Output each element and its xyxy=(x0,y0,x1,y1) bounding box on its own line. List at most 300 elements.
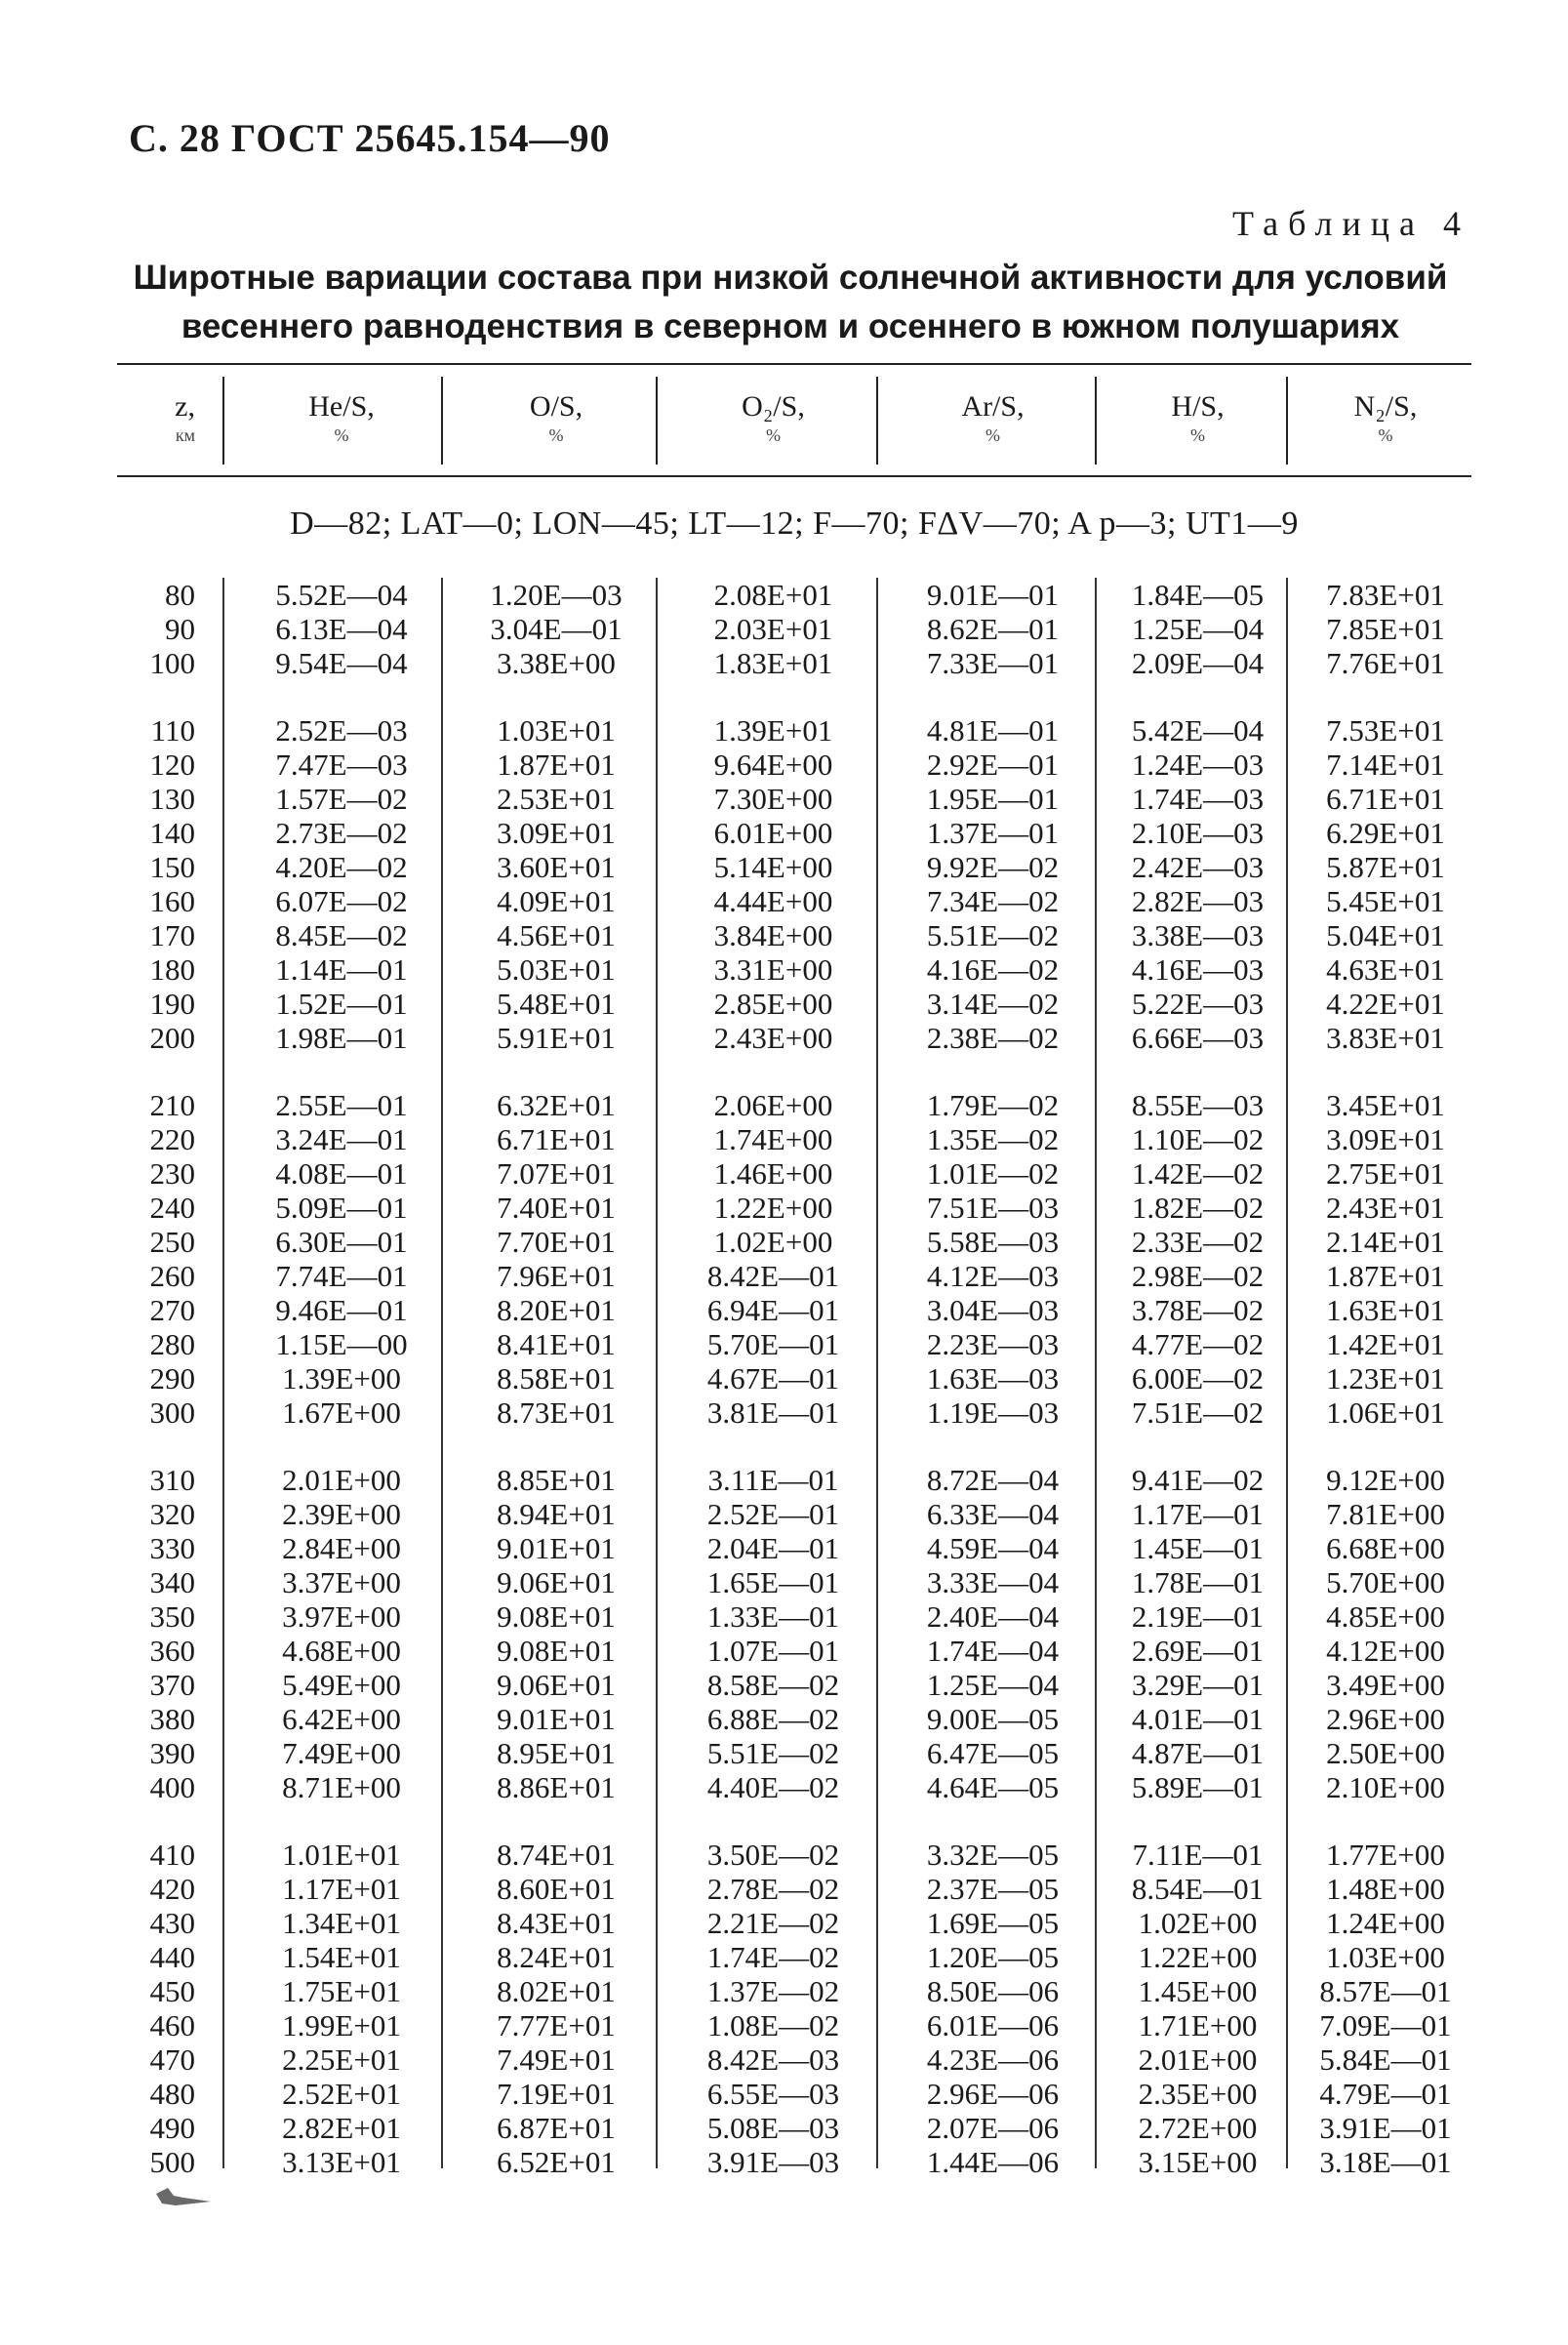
value-cell: 1.42E—02 xyxy=(1131,1156,1265,1191)
value-cell: 1.37E—02 xyxy=(706,1974,840,2008)
value-cell: 3.83E+01 xyxy=(1326,1021,1445,1055)
value-cell: 5.08E—03 xyxy=(706,2111,840,2145)
value-cell: 3.13E+01 xyxy=(282,2145,401,2179)
altitude-cell: 300 xyxy=(149,1395,195,1430)
table-row xyxy=(117,884,1471,918)
value-cell: 8.42E—03 xyxy=(706,2042,840,2077)
table-body xyxy=(117,578,1471,2179)
altitude-cell: 290 xyxy=(149,1361,195,1395)
value-cell: 5.14E+00 xyxy=(713,850,833,884)
value-cell: 4.68E+00 xyxy=(282,1634,401,1668)
row-group xyxy=(117,1838,1471,2179)
value-cell: 1.77E+00 xyxy=(1326,1838,1445,1872)
value-cell: 7.74E—01 xyxy=(275,1259,408,1293)
value-cell: 3.37E+00 xyxy=(282,1565,401,1599)
page-header: С. 28 ГОСТ 25645.154—90 xyxy=(129,116,611,160)
value-cell: 4.16E—02 xyxy=(926,952,1060,987)
value-cell: 4.01E—01 xyxy=(1131,1702,1265,1736)
header-label: O/S, xyxy=(529,390,583,423)
table-row xyxy=(117,2145,1471,2179)
value-cell: 8.74E+01 xyxy=(497,1838,616,1872)
value-cell: 1.65E—01 xyxy=(706,1565,840,1599)
table-row xyxy=(117,1838,1471,1872)
value-cell: 4.64E—05 xyxy=(926,1770,1060,1804)
value-cell: 2.04E—01 xyxy=(706,1531,840,1565)
value-cell: 2.72E+00 xyxy=(1138,2111,1258,2145)
table-caption-line-2: весеннего равноденствия в северном и осеннего в южном полушариях xyxy=(181,307,1400,345)
value-cell: 4.08E—01 xyxy=(275,1156,408,1191)
value-cell: 7.96E+01 xyxy=(497,1259,616,1293)
header-unit: % xyxy=(1378,425,1393,445)
value-cell: 2.73E—02 xyxy=(275,816,408,850)
value-cell: 4.77E—02 xyxy=(1131,1327,1265,1361)
value-cell: 9.08E+01 xyxy=(497,1634,616,1668)
header-unit: % xyxy=(766,425,781,445)
value-cell: 1.44E—06 xyxy=(926,2145,1060,2179)
value-cell: 6.71E+01 xyxy=(1326,782,1445,816)
value-cell: 2.52E—03 xyxy=(275,713,408,748)
table-row xyxy=(117,1599,1471,1634)
value-cell: 1.39E+00 xyxy=(282,1361,401,1395)
value-cell: 1.24E—03 xyxy=(1131,748,1265,782)
table-row xyxy=(117,2077,1471,2111)
value-cell: 3.09E+01 xyxy=(1326,1122,1445,1156)
table-row xyxy=(117,2008,1471,2042)
value-cell: 3.45E+01 xyxy=(1326,1088,1445,1122)
value-cell: 2.98E—02 xyxy=(1131,1259,1265,1293)
value-cell: 5.52E—04 xyxy=(275,578,408,612)
value-cell: 5.87E+01 xyxy=(1326,850,1445,884)
value-cell: 7.51E—02 xyxy=(1131,1395,1265,1430)
value-cell: 1.19E—03 xyxy=(926,1395,1060,1430)
value-cell: 2.78E—02 xyxy=(706,1872,840,1906)
altitude-cell: 360 xyxy=(149,1634,195,1668)
value-cell: 7.77E+01 xyxy=(497,2008,616,2042)
altitude-cell: 410 xyxy=(149,1838,195,1872)
value-cell: 2.08E+01 xyxy=(713,578,833,612)
value-cell: 2.85E+00 xyxy=(713,987,833,1021)
value-cell: 8.50E—06 xyxy=(926,1974,1060,2008)
value-cell: 7.49E+00 xyxy=(282,1736,401,1770)
value-cell: 6.13E—04 xyxy=(275,612,408,646)
value-cell: 9.46E—01 xyxy=(275,1293,408,1327)
value-cell: 8.54E—01 xyxy=(1131,1872,1265,1906)
value-cell: 6.01E+00 xyxy=(713,816,833,850)
value-cell: 4.40E—02 xyxy=(706,1770,840,1804)
altitude-cell: 400 xyxy=(149,1770,195,1804)
value-cell: 1.74E—02 xyxy=(706,1940,840,1974)
value-cell: 1.20E—05 xyxy=(926,1940,1060,1974)
altitude-cell: 480 xyxy=(149,2077,195,2111)
value-cell: 8.45E—02 xyxy=(275,918,408,952)
altitude-cell: 220 xyxy=(149,1122,195,1156)
table-row xyxy=(117,612,1471,646)
value-cell: 5.70E—01 xyxy=(706,1327,840,1361)
value-cell: 8.95E+01 xyxy=(497,1736,616,1770)
value-cell: 5.22E—03 xyxy=(1131,987,1265,1021)
header-divider xyxy=(656,377,658,465)
value-cell: 7.07E+01 xyxy=(497,1156,616,1191)
value-cell: 1.48E+00 xyxy=(1326,1872,1445,1906)
value-cell: 1.74E—04 xyxy=(926,1634,1060,1668)
value-cell: 1.34E+01 xyxy=(282,1906,401,1940)
table-row xyxy=(117,918,1471,952)
value-cell: 1.71E+00 xyxy=(1138,2008,1258,2042)
value-cell: 1.63E—03 xyxy=(926,1361,1060,1395)
table-row xyxy=(117,1634,1471,1668)
table-row xyxy=(117,1191,1471,1225)
altitude-cell: 230 xyxy=(149,1156,195,1191)
value-cell: 7.85E+01 xyxy=(1326,612,1445,646)
table-row xyxy=(117,1531,1471,1565)
value-cell: 1.57E—02 xyxy=(275,782,408,816)
value-cell: 7.53E+01 xyxy=(1326,713,1445,748)
value-cell: 3.81E—01 xyxy=(706,1395,840,1430)
value-cell: 6.01E—06 xyxy=(926,2008,1060,2042)
value-cell: 7.47E—03 xyxy=(275,748,408,782)
header-label: O₂/S, xyxy=(742,390,805,423)
value-cell: 1.14E—01 xyxy=(275,952,408,987)
value-cell: 6.33E—04 xyxy=(926,1497,1060,1531)
group-spacer xyxy=(117,1055,1471,1088)
table-row xyxy=(117,1259,1471,1293)
altitude-cell: 390 xyxy=(149,1736,195,1770)
altitude-cell: 170 xyxy=(149,918,195,952)
altitude-cell: 110 xyxy=(150,713,195,748)
value-cell: 1.46E+00 xyxy=(713,1156,833,1191)
table-row xyxy=(117,1565,1471,1599)
table-row xyxy=(117,1156,1471,1191)
value-cell: 2.10E+00 xyxy=(1326,1770,1445,1804)
value-cell: 3.04E—01 xyxy=(490,612,623,646)
value-cell: 6.07E—02 xyxy=(275,884,408,918)
header-cell-z xyxy=(117,365,195,475)
value-cell: 2.92E—01 xyxy=(926,748,1060,782)
altitude-cell: 330 xyxy=(149,1531,195,1565)
header-cell-o xyxy=(449,365,663,475)
value-cell: 1.63E+01 xyxy=(1326,1293,1445,1327)
table-row xyxy=(117,713,1471,748)
value-cell: 1.25E—04 xyxy=(1131,612,1265,646)
value-cell: 2.01E+00 xyxy=(282,1463,401,1497)
header-unit: % xyxy=(548,425,564,445)
value-cell: 4.85E+00 xyxy=(1326,1599,1445,1634)
altitude-cell: 310 xyxy=(149,1463,195,1497)
header-unit: км xyxy=(175,425,195,445)
value-cell: 9.06E+01 xyxy=(497,1668,616,1702)
value-cell: 1.20E—03 xyxy=(490,578,623,612)
value-cell: 3.29E—01 xyxy=(1131,1668,1265,1702)
value-cell: 5.70E+00 xyxy=(1326,1565,1445,1599)
value-cell: 7.83E+01 xyxy=(1326,578,1445,612)
value-cell: 8.43E+01 xyxy=(497,1906,616,1940)
row-group xyxy=(117,1088,1471,1430)
value-cell: 8.72E—04 xyxy=(926,1463,1060,1497)
value-cell: 3.49E+00 xyxy=(1326,1668,1445,1702)
table-row xyxy=(117,1327,1471,1361)
value-cell: 1.98E—01 xyxy=(275,1021,408,1055)
value-cell: 8.60E+01 xyxy=(497,1872,616,1906)
value-cell: 8.58E—02 xyxy=(706,1668,840,1702)
altitude-cell: 210 xyxy=(149,1088,195,1122)
altitude-cell: 90 xyxy=(165,612,195,646)
value-cell: 1.74E—03 xyxy=(1131,782,1265,816)
header-label: H/S, xyxy=(1171,390,1225,423)
value-cell: 6.55E—03 xyxy=(706,2077,840,2111)
value-cell: 1.02E+00 xyxy=(713,1225,833,1259)
altitude-cell: 460 xyxy=(149,2008,195,2042)
table-header-row xyxy=(117,365,1471,475)
value-cell: 1.33E—01 xyxy=(706,1599,840,1634)
value-cell: 5.49E+00 xyxy=(282,1668,401,1702)
value-cell: 7.30E+00 xyxy=(713,782,833,816)
table-row xyxy=(117,1497,1471,1531)
table-row xyxy=(117,1122,1471,1156)
value-cell: 8.02E+01 xyxy=(497,1974,616,2008)
value-cell: 8.41E+01 xyxy=(497,1327,616,1361)
header-cell-he xyxy=(234,365,449,475)
header-label: z, xyxy=(175,390,195,423)
value-cell: 8.55E—03 xyxy=(1131,1088,1265,1122)
value-cell: 8.57E—01 xyxy=(1319,1974,1452,2008)
header-label: N₂/S, xyxy=(1353,390,1418,423)
value-cell: 7.70E+01 xyxy=(497,1225,616,1259)
value-cell: 3.91E—01 xyxy=(1319,2111,1452,2145)
altitude-cell: 430 xyxy=(149,1906,195,1940)
value-cell: 1.37E—01 xyxy=(926,816,1060,850)
value-cell: 2.52E—01 xyxy=(706,1497,840,1531)
value-cell: 5.51E—02 xyxy=(706,1736,840,1770)
header-divider xyxy=(441,377,443,465)
altitude-cell: 200 xyxy=(149,1021,195,1055)
value-cell: 3.24E—01 xyxy=(275,1122,408,1156)
value-cell: 6.87E+01 xyxy=(497,2111,616,2145)
value-cell: 9.92E—02 xyxy=(926,850,1060,884)
value-cell: 3.04E—03 xyxy=(926,1293,1060,1327)
value-cell: 2.37E—05 xyxy=(926,1872,1060,1906)
value-cell: 1.08E—02 xyxy=(706,2008,840,2042)
value-cell: 2.96E—06 xyxy=(926,2077,1060,2111)
value-cell: 1.84E—05 xyxy=(1131,578,1265,612)
value-cell: 8.71E+00 xyxy=(282,1770,401,1804)
table-row xyxy=(117,748,1471,782)
value-cell: 2.25E+01 xyxy=(282,2042,401,2077)
value-cell: 7.33E—01 xyxy=(926,646,1060,680)
value-cell: 5.89E—01 xyxy=(1131,1770,1265,1804)
value-cell: 4.20E—02 xyxy=(275,850,408,884)
value-cell: 3.15E+00 xyxy=(1138,2145,1258,2179)
value-cell: 9.08E+01 xyxy=(497,1599,616,1634)
value-cell: 2.39E+00 xyxy=(282,1497,401,1531)
table-row xyxy=(117,1463,1471,1497)
value-cell: 6.42E+00 xyxy=(282,1702,401,1736)
value-cell: 9.41E—02 xyxy=(1131,1463,1265,1497)
table-row xyxy=(117,952,1471,987)
altitude-cell: 160 xyxy=(149,884,195,918)
value-cell: 4.81E—01 xyxy=(926,713,1060,748)
value-cell: 1.54E+01 xyxy=(282,1940,401,1974)
value-cell: 5.04E+01 xyxy=(1326,918,1445,952)
value-cell: 5.58E—03 xyxy=(926,1225,1060,1259)
value-cell: 1.06E+01 xyxy=(1326,1395,1445,1430)
header-cell-o2 xyxy=(663,365,883,475)
value-cell: 8.73E+01 xyxy=(497,1395,616,1430)
group-spacer xyxy=(117,1804,1471,1838)
value-cell: 8.42E—01 xyxy=(706,1259,840,1293)
table-row xyxy=(117,782,1471,816)
value-cell: 3.38E+00 xyxy=(497,646,616,680)
value-cell: 5.84E—01 xyxy=(1319,2042,1452,2077)
value-cell: 9.01E—01 xyxy=(926,578,1060,612)
table-row xyxy=(117,1770,1471,1804)
row-group xyxy=(117,713,1471,1055)
table-row xyxy=(117,1088,1471,1122)
table-row xyxy=(117,2042,1471,2077)
value-cell: 2.55E—01 xyxy=(275,1088,408,1122)
value-cell: 4.12E—03 xyxy=(926,1259,1060,1293)
value-cell: 6.94E—01 xyxy=(706,1293,840,1327)
value-cell: 2.33E—02 xyxy=(1131,1225,1265,1259)
value-cell: 2.35E+00 xyxy=(1138,2077,1258,2111)
value-cell: 4.44E+00 xyxy=(713,884,833,918)
value-cell: 4.22E+01 xyxy=(1326,987,1445,1021)
value-cell: 1.10E—02 xyxy=(1131,1122,1265,1156)
value-cell: 2.52E+01 xyxy=(282,2077,401,2111)
value-cell: 4.79E—01 xyxy=(1319,2077,1452,2111)
altitude-cell: 370 xyxy=(149,1668,195,1702)
value-cell: 1.03E+01 xyxy=(497,713,616,748)
table-caption-line-1: Широтные вариации состава при низкой солнечной активности для условий xyxy=(133,259,1448,297)
altitude-cell: 250 xyxy=(149,1225,195,1259)
value-cell: 6.66E—03 xyxy=(1131,1021,1265,1055)
value-cell: 3.38E—03 xyxy=(1131,918,1265,952)
table-row xyxy=(117,1021,1471,1055)
value-cell: 3.91E—03 xyxy=(706,2145,840,2179)
value-cell: 3.11E—01 xyxy=(707,1463,839,1497)
value-cell: 6.52E+01 xyxy=(497,2145,616,2179)
value-cell: 4.67E—01 xyxy=(706,1361,840,1395)
value-cell: 2.50E+00 xyxy=(1326,1736,1445,1770)
group-spacer xyxy=(117,680,1471,713)
value-cell: 1.82E—02 xyxy=(1131,1191,1265,1225)
value-cell: 1.39E+01 xyxy=(713,713,833,748)
value-cell: 6.30E—01 xyxy=(275,1225,408,1259)
value-cell: 3.84E+00 xyxy=(713,918,833,952)
altitude-cell: 140 xyxy=(149,816,195,850)
header-divider xyxy=(876,377,878,465)
altitude-cell: 180 xyxy=(149,952,195,987)
value-cell: 6.68E+00 xyxy=(1326,1531,1445,1565)
table-row xyxy=(117,850,1471,884)
value-cell: 8.62E—01 xyxy=(926,612,1060,646)
value-cell: 1.75E+01 xyxy=(282,1974,401,2008)
altitude-cell: 240 xyxy=(149,1191,195,1225)
value-cell: 8.94E+01 xyxy=(497,1497,616,1531)
value-cell: 3.60E+01 xyxy=(497,850,616,884)
value-cell: 3.50E—02 xyxy=(706,1838,840,1872)
value-cell: 2.14E+01 xyxy=(1326,1225,1445,1259)
table-row xyxy=(117,578,1471,612)
value-cell: 6.00E—02 xyxy=(1131,1361,1265,1395)
value-cell: 7.19E+01 xyxy=(497,2077,616,2111)
value-cell: 3.78E—02 xyxy=(1131,1293,1265,1327)
value-cell: 7.76E+01 xyxy=(1326,646,1445,680)
value-cell: 2.53E+01 xyxy=(497,782,616,816)
value-cell: 2.38E—02 xyxy=(926,1021,1060,1055)
altitude-cell: 190 xyxy=(149,987,195,1021)
group-spacer xyxy=(117,1430,1471,1463)
header-label: He/S, xyxy=(308,390,375,423)
value-cell: 3.31E+00 xyxy=(713,952,833,987)
value-cell: 9.64E+00 xyxy=(713,748,833,782)
value-cell: 2.19E—01 xyxy=(1131,1599,1265,1634)
value-cell: 5.09E—01 xyxy=(275,1191,408,1225)
value-cell: 1.74E+00 xyxy=(713,1122,833,1156)
value-cell: 2.82E+01 xyxy=(282,2111,401,2145)
value-cell: 2.07E—06 xyxy=(926,2111,1060,2145)
value-cell: 4.59E—04 xyxy=(926,1531,1060,1565)
value-cell: 2.40E—04 xyxy=(926,1599,1060,1634)
value-cell: 6.47E—05 xyxy=(926,1736,1060,1770)
value-cell: 1.24E+00 xyxy=(1326,1906,1445,1940)
value-cell: 4.63E+01 xyxy=(1326,952,1445,987)
value-cell: 5.48E+01 xyxy=(497,987,616,1021)
value-cell: 8.85E+01 xyxy=(497,1463,616,1497)
table-row xyxy=(117,646,1471,680)
altitude-cell: 280 xyxy=(149,1327,195,1361)
altitude-cell: 340 xyxy=(149,1565,195,1599)
value-cell: 2.21E—02 xyxy=(706,1906,840,1940)
value-cell: 2.82E—03 xyxy=(1131,884,1265,918)
header-cell-n2 xyxy=(1293,365,1478,475)
value-cell: 2.42E—03 xyxy=(1131,850,1265,884)
value-cell: 1.42E+01 xyxy=(1326,1327,1445,1361)
altitude-cell: 260 xyxy=(149,1259,195,1293)
value-cell: 9.00E—05 xyxy=(926,1702,1060,1736)
value-cell: 1.67E+00 xyxy=(282,1395,401,1430)
value-cell: 4.16E—03 xyxy=(1131,952,1265,987)
value-cell: 1.95E—01 xyxy=(926,782,1060,816)
altitude-cell: 100 xyxy=(149,646,195,680)
altitude-cell: 150 xyxy=(149,850,195,884)
value-cell: 7.11E—01 xyxy=(1132,1838,1264,1872)
value-cell: 3.18E—01 xyxy=(1319,2145,1452,2179)
value-cell: 9.12E+00 xyxy=(1326,1463,1445,1497)
value-cell: 4.12E+00 xyxy=(1326,1634,1445,1668)
value-cell: 7.81E+00 xyxy=(1326,1497,1445,1531)
value-cell: 3.09E+01 xyxy=(497,816,616,850)
value-cell: 4.56E+01 xyxy=(497,918,616,952)
table-row xyxy=(117,816,1471,850)
altitude-cell: 380 xyxy=(149,1702,195,1736)
value-cell: 1.15E—00 xyxy=(275,1327,408,1361)
altitude-cell: 500 xyxy=(149,2145,195,2179)
value-cell: 8.24E+01 xyxy=(497,1940,616,1974)
table-row xyxy=(117,1736,1471,1770)
value-cell: 2.43E+00 xyxy=(713,1021,833,1055)
value-cell: 5.51E—02 xyxy=(926,918,1060,952)
value-cell: 7.51E—03 xyxy=(926,1191,1060,1225)
value-cell: 9.06E+01 xyxy=(497,1565,616,1599)
value-cell: 2.69E—01 xyxy=(1131,1634,1265,1668)
value-cell: 6.71E+01 xyxy=(497,1122,616,1156)
value-cell: 7.14E+01 xyxy=(1326,748,1445,782)
value-cell: 4.09E+01 xyxy=(497,884,616,918)
value-cell: 4.23E—06 xyxy=(926,2042,1060,2077)
value-cell: 2.43E+01 xyxy=(1326,1191,1445,1225)
value-cell: 1.83E+01 xyxy=(713,646,833,680)
table-row xyxy=(117,2111,1471,2145)
